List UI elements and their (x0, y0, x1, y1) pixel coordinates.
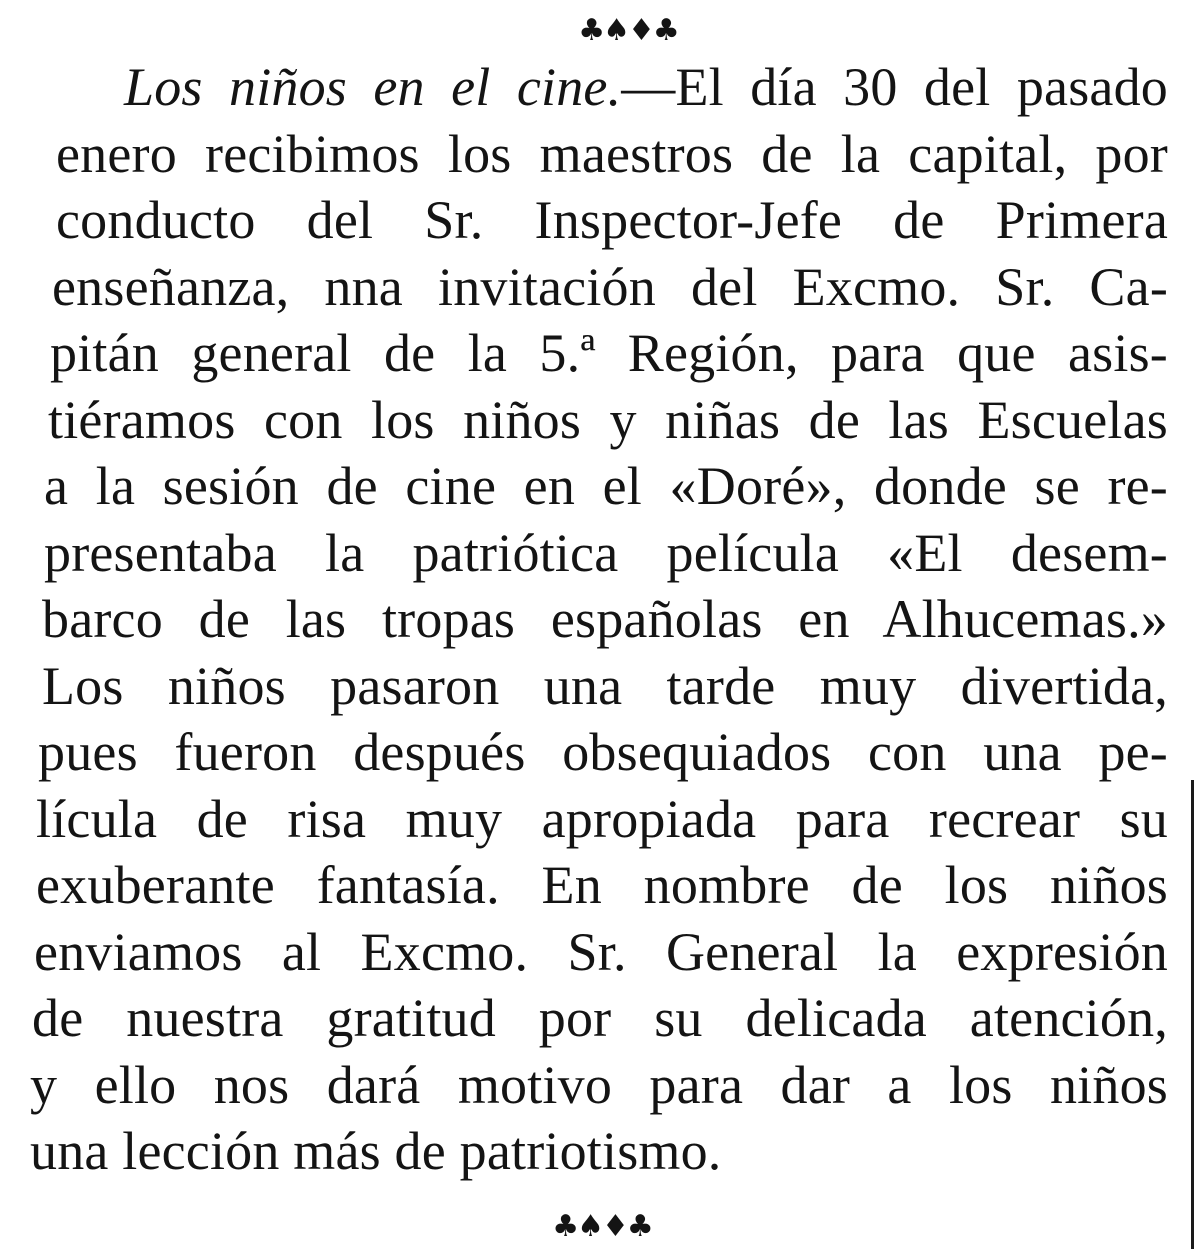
article-line: enero recibimos los maestros de la capital, por (56, 123, 1168, 184)
ornament-divider-bottom: ♣♠♦♣ (552, 1209, 652, 1244)
article-line: enseñanza, nna invitación del Excmo. Sr. Ca- (52, 256, 1168, 317)
article-line: a la sesión de cine en el «Doré», donde se re- (44, 456, 1168, 516)
article-line: tiéramos con los niños y niñas de las Escuelas (48, 389, 1168, 450)
article-line (52, 54, 1168, 121)
article-line: pitán general de la 5.ª Región, para que asis- (50, 323, 1168, 383)
article-title: Los niños en el cine. (124, 57, 622, 117)
article-line: una lección más de patriotismo. (30, 1121, 722, 1181)
article-line: enviamos al Excmo. Sr. General la expresión (34, 921, 1168, 982)
article-line: de nuestra gratitud por su delicada atención, (32, 988, 1168, 1048)
article-line: Los niños pasaron una tarde muy divertida, (42, 655, 1168, 716)
article-line: presentaba la patriótica película «El desem- (44, 522, 1168, 583)
article-body (30, 54, 1168, 1185)
article-line: pues fueron después obsequiados con una pe- (38, 722, 1168, 782)
article-line: barco de las tropas españolas en Alhucemas.» (42, 589, 1168, 649)
article-line: exuberante fantasía. En nombre de los niños (36, 855, 1168, 915)
article-line: conducto del Sr. Inspector-Jefe de Primera (56, 190, 1168, 250)
column-rule (1191, 780, 1194, 1249)
article-line-text: —El día 30 del pasado (621, 57, 1168, 117)
article-line: y ello nos dará motivo para dar a los niños (30, 1054, 1168, 1115)
ornament-divider-top: ♣♠♦♣ (578, 13, 678, 48)
article-line: lícula de risa muy apropiada para recrear su (36, 788, 1168, 849)
